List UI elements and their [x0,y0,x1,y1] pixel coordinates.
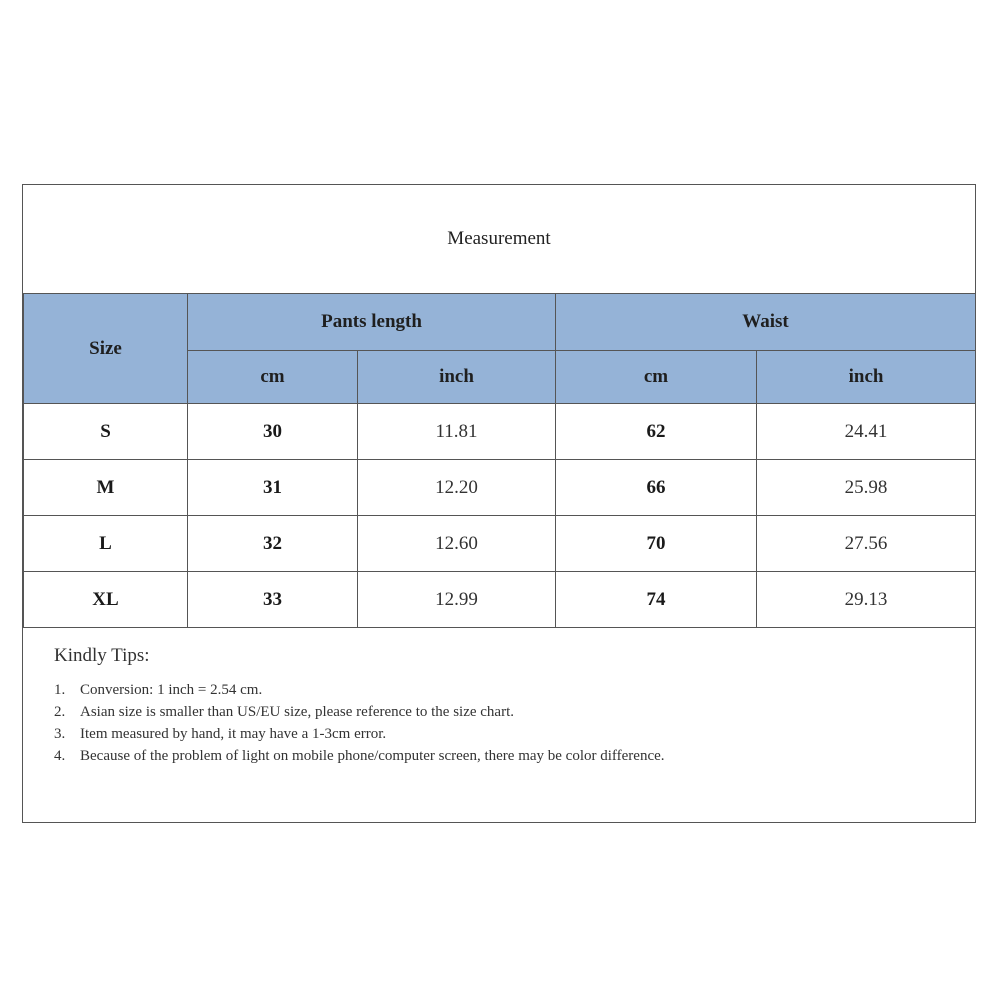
table-header-row [24,294,976,351]
size-cell: S [24,404,188,460]
pants-cm-cell: 31 [188,460,358,516]
waist-cm-cell: 66 [556,460,757,516]
size-cell: L [24,516,188,572]
waist-cm-cell: 74 [556,572,757,628]
waist-inch-cell: 29.13 [757,572,976,628]
tip-text: Conversion: 1 inch = 2.54 cm. [80,682,263,698]
tip-text: Because of the problem of light on mobile phone/computer screen, there may be color difference. [80,748,665,764]
pants-inch-header: inch [358,351,556,404]
size-column-header: Size [24,294,188,404]
list-item [54,723,754,745]
size-cell: XL [24,572,188,628]
pants-cm-cell: 33 [188,572,358,628]
table-row [24,572,976,628]
pants-length-header: Pants length [188,294,556,351]
table-row [24,404,976,460]
tip-number: 4. [54,748,66,764]
tips-list [54,679,754,767]
list-item [54,679,754,701]
chart-title: Measurement [23,185,975,294]
size-cell: M [24,460,188,516]
tip-number: 3. [54,726,66,742]
kindly-tips [54,645,754,767]
pants-inch-cell: 12.99 [358,572,556,628]
waist-cm-cell: 70 [556,516,757,572]
list-item [54,745,754,767]
waist-cm-header: cm [556,351,757,404]
tip-text: Item measured by hand, it may have a 1-3cm error. [80,726,387,742]
tips-title: Kindly Tips: [54,645,150,666]
tip-text: Asian size is smaller than US/EU size, please reference to the size chart. [80,704,514,720]
waist-cm-cell: 62 [556,404,757,460]
tip-number: 2. [54,704,66,720]
pants-cm-cell: 32 [188,516,358,572]
waist-inch-cell: 24.41 [757,404,976,460]
waist-header: Waist [556,294,976,351]
size-chart-sheet [22,184,976,823]
pants-inch-cell: 12.60 [358,516,556,572]
pants-cm-cell: 30 [188,404,358,460]
waist-inch-cell: 27.56 [757,516,976,572]
table-row [24,516,976,572]
waist-inch-header: inch [757,351,976,404]
size-table [23,293,976,628]
pants-inch-cell: 11.81 [358,404,556,460]
pants-inch-cell: 12.20 [358,460,556,516]
tip-number: 1. [54,682,66,698]
waist-inch-cell: 25.98 [757,460,976,516]
pants-cm-header: cm [188,351,358,404]
list-item [54,701,754,723]
table-row [24,460,976,516]
